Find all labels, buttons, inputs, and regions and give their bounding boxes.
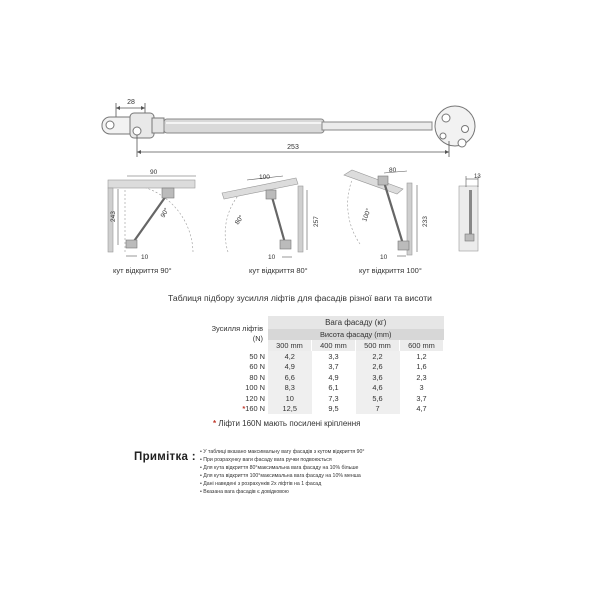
table-cell: 10 bbox=[268, 393, 312, 404]
table-cell: 5,6 bbox=[356, 393, 400, 404]
force-header: Зусилля ліфтів (N) bbox=[204, 316, 268, 351]
table-cell: 3,3 bbox=[328, 351, 339, 361]
footnote-text: Ліфти 160N мають посилені кріплення bbox=[218, 419, 361, 428]
table-cell: 4,9 bbox=[268, 362, 312, 373]
dim-253-label: 253 bbox=[287, 144, 299, 151]
table-cell: 7 bbox=[356, 404, 400, 415]
d3-angle-label: 100° bbox=[361, 207, 373, 223]
row-label: 80 N bbox=[249, 372, 265, 382]
table-cell: 2,6 bbox=[356, 362, 400, 373]
table-cell: 3,6 bbox=[356, 372, 400, 383]
table-row bbox=[204, 351, 444, 362]
table-cell: 1,6 bbox=[416, 362, 427, 372]
table-row bbox=[204, 404, 444, 415]
d1-base-label: 10 bbox=[141, 254, 149, 261]
d1-angle-label: 90° bbox=[159, 206, 171, 219]
d1-width-label: 90 bbox=[150, 169, 158, 176]
d3-caption: кут відкриття 100° bbox=[359, 266, 422, 275]
force-selection-table bbox=[204, 316, 444, 414]
footnote-star: * bbox=[213, 419, 217, 428]
table-cell: 6,1 bbox=[328, 383, 339, 393]
d2-height-label: 257 bbox=[313, 216, 320, 227]
d1-height-label: 243 bbox=[110, 211, 117, 222]
table-cell: 4,9 bbox=[328, 372, 339, 382]
table-cell: 12,5 bbox=[268, 404, 312, 415]
table-cell: 1,2 bbox=[416, 351, 427, 361]
mounting-disc bbox=[435, 106, 475, 147]
table-cell: 4,7 bbox=[416, 404, 427, 414]
table-cell: 3,7 bbox=[328, 362, 339, 372]
table-cell: 3,7 bbox=[416, 393, 427, 403]
row-label: 50 N bbox=[249, 351, 265, 361]
note-item: • Для кута відкриття 80°максимальна вага фасаду на 10% більше bbox=[200, 464, 365, 472]
column-header: 600 mm bbox=[400, 340, 444, 351]
mount-diagram-80 bbox=[222, 176, 307, 257]
column-header: 400 mm bbox=[312, 340, 356, 351]
table-cell: 9,5 bbox=[328, 404, 339, 414]
table-cell: 6,6 bbox=[268, 372, 312, 383]
d2-angle-label: 80° bbox=[233, 214, 246, 227]
d2-width-label: 100 bbox=[259, 174, 270, 181]
d2-base-label: 10 bbox=[268, 254, 276, 261]
table-cell: 4,6 bbox=[356, 383, 400, 394]
row-label: 100 N bbox=[245, 383, 265, 393]
footnote bbox=[213, 419, 360, 428]
notes-list bbox=[200, 448, 365, 496]
weight-header: Вага фасаду (кг) bbox=[268, 316, 444, 329]
table-cell: 3 bbox=[419, 383, 424, 393]
mount-diagram-100 bbox=[344, 170, 417, 256]
table-cell: 2,3 bbox=[416, 372, 427, 382]
table-row bbox=[204, 362, 444, 373]
table-row bbox=[204, 393, 444, 404]
table-cell: 2,2 bbox=[356, 351, 400, 362]
column-header: 300 mm bbox=[268, 340, 312, 351]
d1-caption: кут відкриття 90° bbox=[113, 266, 172, 275]
note-item: • При розрахунку ваги фасаду вага ручки подвоюється bbox=[200, 456, 365, 464]
row-label: 60 N bbox=[249, 362, 265, 372]
note-item: • Для кута відкриття 100°максимальна вага фасаду на 10% менша bbox=[200, 472, 365, 480]
table-title: Таблиця підбору зусилля ліфтів для фасадів різної ваги та висоти bbox=[168, 293, 432, 303]
d3-base-label: 10 bbox=[380, 254, 388, 261]
table-row bbox=[204, 372, 444, 383]
lift-bracket-left bbox=[102, 113, 164, 138]
side-dim-label: 13 bbox=[474, 174, 481, 180]
mount-diagram-90 bbox=[108, 176, 196, 256]
note-item: • Вказана вага фасадів є довідковою bbox=[200, 488, 365, 496]
table-cell: 7,3 bbox=[328, 393, 339, 403]
gas-cylinder bbox=[164, 119, 432, 133]
d2-caption: кут відкриття 80° bbox=[249, 266, 308, 275]
height-header: Висота фасаду (mm) bbox=[268, 329, 444, 340]
d3-width-label: 80 bbox=[389, 167, 397, 174]
note-item: • У таблиці вказано максимальну вагу фасадів з кутом відкриття 90° bbox=[200, 448, 365, 456]
notes-title: Примітка : bbox=[134, 451, 196, 463]
table-cell: 4,2 bbox=[268, 351, 312, 362]
table-row bbox=[204, 383, 444, 394]
dim-28-label: 28 bbox=[127, 99, 135, 106]
table-cell: 8,3 bbox=[268, 383, 312, 394]
row-label: 120 N bbox=[245, 393, 265, 403]
d3-height-label: 233 bbox=[422, 216, 429, 227]
column-header: 500 mm bbox=[356, 340, 400, 351]
note-item: • Дані наведені з розрахунків 2х ліфтів на 1 фасад bbox=[200, 480, 365, 488]
side-view bbox=[459, 176, 478, 251]
row-label: *160 N bbox=[242, 404, 265, 414]
